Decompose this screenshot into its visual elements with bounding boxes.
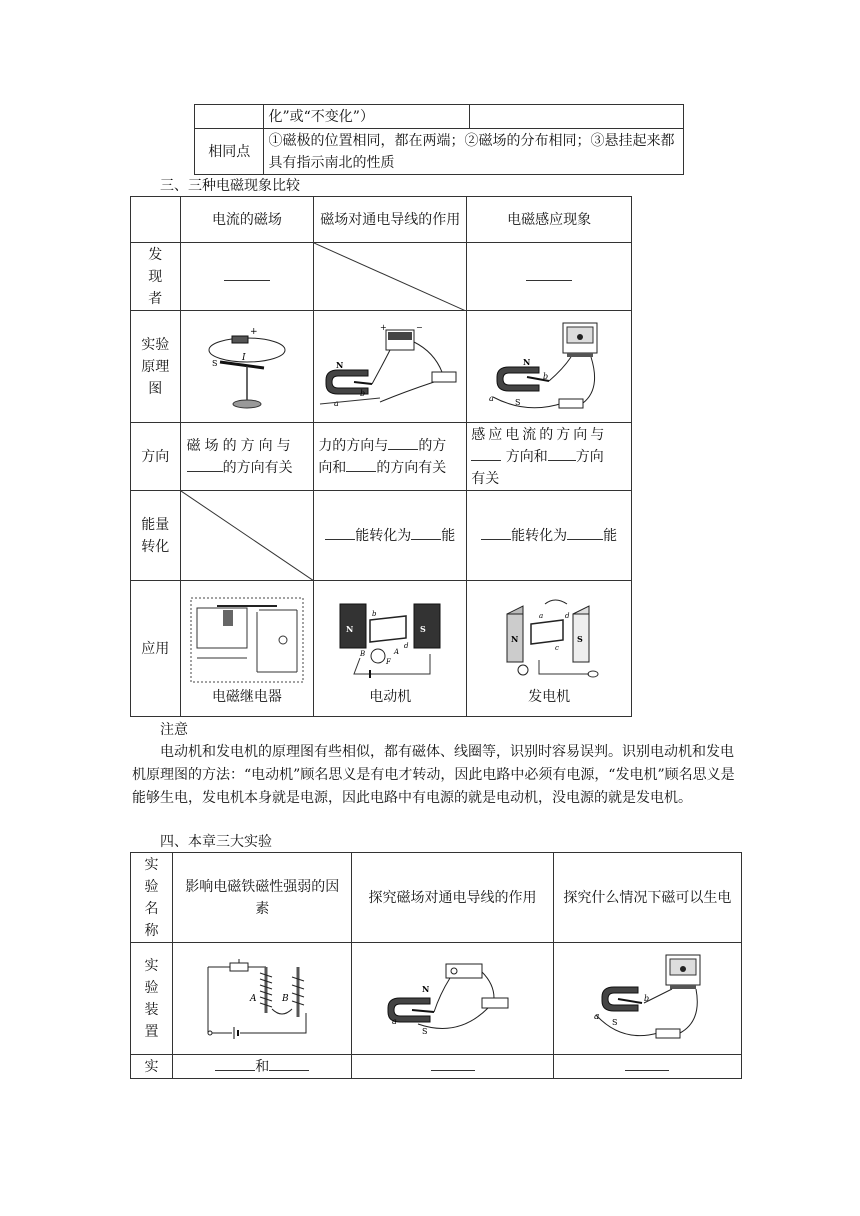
diagonal-line <box>314 243 466 311</box>
electromagnet-figure <box>202 953 322 1045</box>
svg-text:B: B <box>282 993 289 1004</box>
direction-force: 力的方向与 的方 向和 的方向有关 <box>314 423 467 491</box>
force-on-wire-figure <box>314 322 464 412</box>
svg-text:S: S <box>211 358 218 368</box>
row-exp-name: 实验名称 <box>131 853 173 943</box>
motor-figure <box>330 594 450 686</box>
force-setup-cell <box>352 943 553 1055</box>
svg-text:S: S <box>577 633 583 644</box>
svg-text:B: B <box>360 649 366 658</box>
exp1-name: 影响电磁铁磁性强弱的因素 <box>173 853 352 943</box>
relay-figure <box>187 594 307 686</box>
induction-principle-figure-cell <box>467 311 632 423</box>
energy-motor: 能转化为 能 <box>314 491 467 581</box>
svg-text:a: a <box>539 611 544 620</box>
relay-label: 电磁继电器 <box>211 688 282 705</box>
blank-cell <box>467 243 632 311</box>
note-title: 注意 <box>160 722 188 738</box>
direction-induction: 感应电流的方向与 方向和 方向 有关 <box>467 423 632 491</box>
svg-text:a: a <box>334 398 340 408</box>
svg-text:a: a <box>391 1016 397 1026</box>
induction-figure <box>467 319 617 414</box>
row-exp-setup: 实验装置 <box>131 943 173 1055</box>
blank-cell <box>180 243 314 311</box>
diagonal-line <box>181 491 314 581</box>
row-energy: 能量转化 <box>131 491 181 581</box>
same-text: ①磁极的位置相同，都在两端；②磁场的分布相同；③悬挂起来都具有指示南北的性质 <box>264 129 684 175</box>
experiments-table <box>130 852 742 1079</box>
row-principle: 实验原理图 <box>131 311 181 423</box>
svg-text:N: N <box>336 359 344 370</box>
section4-heading: 四、本章三大实验 <box>160 834 272 850</box>
svg-text:+: + <box>380 322 388 332</box>
col-induction: 电磁感应现象 <box>467 197 632 243</box>
svg-text:b: b <box>644 994 650 1003</box>
svg-text:S: S <box>612 1018 618 1027</box>
empty-cell <box>195 105 264 129</box>
relay-cell <box>180 581 314 717</box>
svg-text:c: c <box>555 643 560 652</box>
motor-label: 电动机 <box>369 688 412 705</box>
row-last: 实 <box>131 1055 173 1079</box>
svg-text:N: N <box>511 633 519 644</box>
svg-text:A: A <box>394 647 400 656</box>
empty-cell <box>470 105 684 129</box>
generator-figure <box>489 594 609 686</box>
diagonal-cell <box>180 491 314 581</box>
last-exp2 <box>352 1055 553 1079</box>
col-force-on-wire: 磁场对通电导线的作用 <box>314 197 467 243</box>
force-setup-figure <box>378 954 528 1044</box>
note-paragraph: 电动机和发电机的原理图有些相似，都有磁体、线圈等，识别时容易误判。识别电动机和发电机原理图的方法：“电动机”顾名思义是有电才转动，因此电路中必须有电源，“发电机”顾名思义是能够生电，发电机本身就是电源，因此电路中有电源的就是电动机，没电源的就是发电机。 <box>132 744 735 806</box>
table1-row1-text: 化”或“不变化”） <box>264 105 470 129</box>
induction-setup-cell <box>553 943 741 1055</box>
row-discoverer: 发现者 <box>131 243 181 311</box>
last-exp3 <box>553 1055 741 1079</box>
col-current-field: 电流的磁场 <box>180 197 314 243</box>
section3-heading: 三、三种电磁现象比较 <box>160 178 300 194</box>
svg-text:S: S <box>421 1026 427 1036</box>
motor-cell <box>314 581 467 717</box>
svg-text:−: − <box>416 322 424 332</box>
oersted-experiment-figure <box>202 322 292 412</box>
svg-text:a: a <box>489 394 495 403</box>
svg-text:N: N <box>346 623 354 634</box>
induction-setup-figure <box>572 951 722 1046</box>
svg-text:+: + <box>249 326 258 337</box>
oersted-figure-cell <box>180 311 314 423</box>
svg-text:I: I <box>241 352 246 363</box>
direction-current-field: 磁场的方向与 的方向有关 <box>180 423 314 491</box>
svg-text:N: N <box>421 983 429 994</box>
svg-text:b: b <box>372 609 377 618</box>
exp2-name: 探究磁场对通电导线的作用 <box>352 853 553 943</box>
svg-text:b: b <box>543 372 549 381</box>
svg-text:d: d <box>565 611 570 620</box>
svg-text:d: d <box>404 641 409 650</box>
row-direction: 方向 <box>131 423 181 491</box>
generator-label: 发电机 <box>528 688 571 705</box>
phenomena-table <box>130 196 632 717</box>
magnet-comparison-table <box>194 104 684 175</box>
exp3-name: 探究什么情况下磁可以生电 <box>553 853 741 943</box>
energy-generator: 能转化为 能 <box>467 491 632 581</box>
same-label: 相同点 <box>195 129 264 175</box>
svg-text:F: F <box>386 657 392 666</box>
empty-cell <box>131 197 181 243</box>
row-application: 应用 <box>131 581 181 717</box>
svg-text:S: S <box>420 623 427 634</box>
electromagnet-setup-cell <box>173 943 352 1055</box>
diagonal-cell <box>314 243 467 311</box>
svg-text:a: a <box>594 1012 600 1022</box>
svg-text:S: S <box>515 398 521 407</box>
motor-principle-figure-cell <box>314 311 467 423</box>
svg-text:b: b <box>360 388 366 398</box>
svg-text:A: A <box>250 993 257 1004</box>
generator-cell <box>467 581 632 717</box>
svg-text:N: N <box>523 357 531 367</box>
last-exp1: 和 <box>173 1055 352 1079</box>
